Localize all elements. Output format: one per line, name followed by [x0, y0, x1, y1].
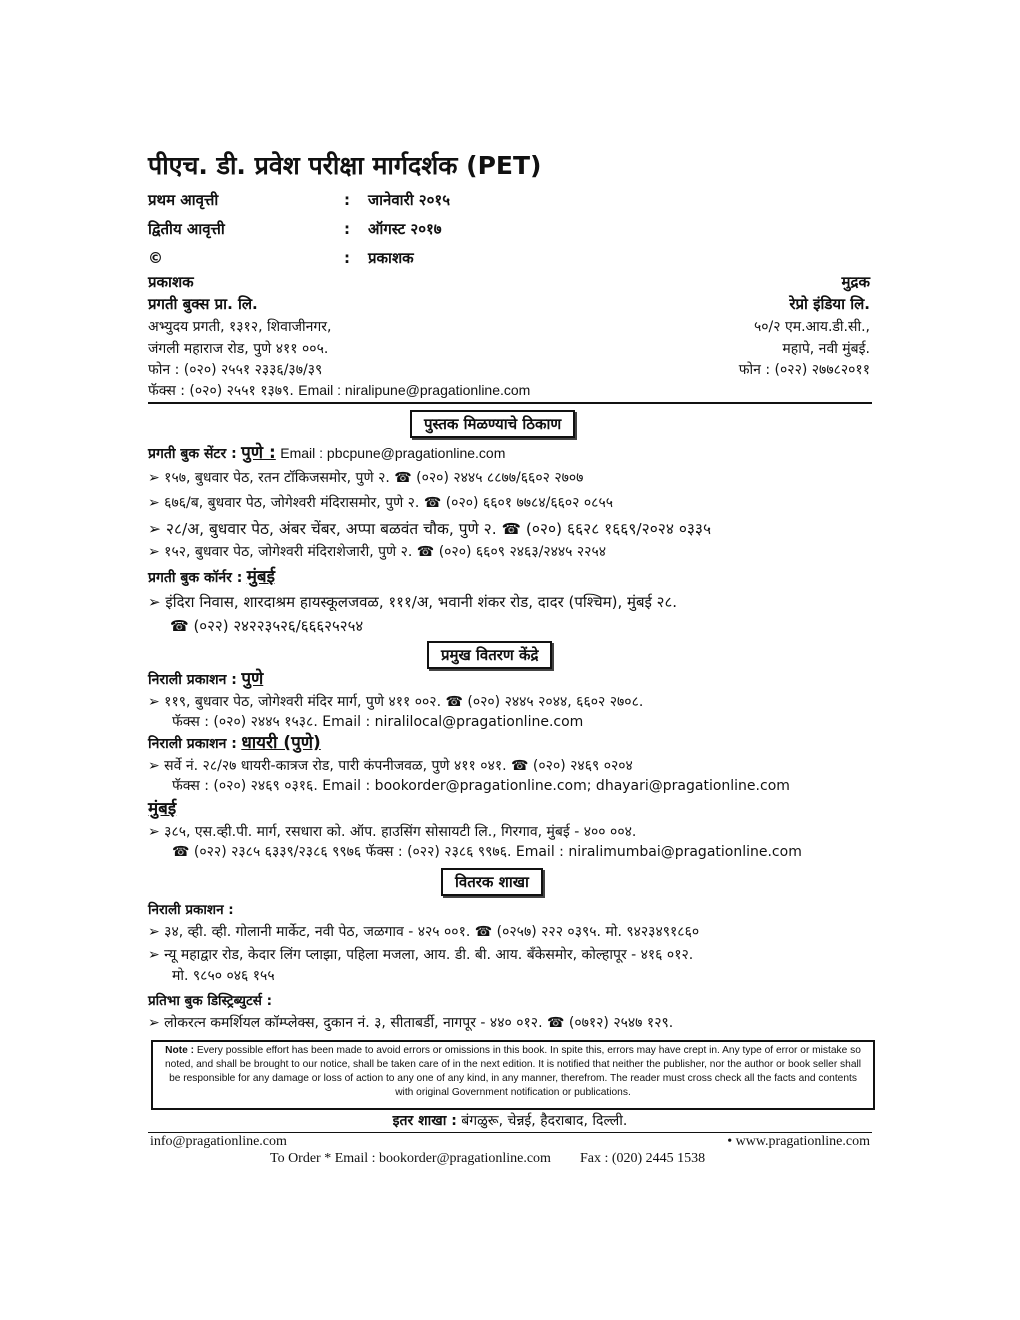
- footer-order-email[interactable]: To Order * Email : bookorder@pragationline.com: [270, 1151, 551, 1166]
- publisher-name: प्रगती बुक्स प्रा. लि.: [148, 295, 258, 313]
- other-branches: [0, 1111, 1020, 1130]
- publisher-heading: प्रकाशक: [148, 273, 194, 291]
- edition-colon: :: [344, 249, 350, 267]
- printer-name: रेप्रो इंडिया लि.: [789, 295, 870, 313]
- mumbai-address: ➢ ३८५, एस.व्ही.पी. मार्ग, रसधारा को. ऑप. हाउसिंग सोसायटी लि., गिरगाव, मुंबई - ४०० ००४.: [148, 824, 637, 840]
- nirali-branch-jalgaon: ➢ ३४, व्ही. व्ही. गोलानी मार्केट, नवी पेठ, जळगाव - ४२५ ००१. ☎ (०२५७) २२२ ०३९५. मो. ९४२३४९१८६०: [148, 924, 700, 940]
- edition-row-second: [148, 219, 442, 239]
- pune-center-address-4: ➢ १५२, बुधवार पेठ, जोगेश्वरी मंदिराशेजारी, पुणे २. ☎ (०२०) ६६०९ २४६३/२४४५ २२५४: [148, 544, 607, 560]
- edition-value: जानेवारी २०१५: [368, 191, 451, 209]
- copyright-symbol: ©: [148, 249, 163, 267]
- pune-center-heading: [148, 440, 505, 463]
- nirali-pune-heading: [148, 666, 263, 689]
- mumbai-corner-label: प्रगती बुक कॉर्नर :: [148, 570, 243, 586]
- nirali-branch-kolhapur: ➢ न्यू महाद्वार रोड, केदार लिंग प्लाझा, पहिला मजला, आय. डी. बी. आय. बँकेसमोर, कोल्हापूर - ४१६ ०१२.: [148, 947, 694, 963]
- edition-label: प्रथम आवृत्ती: [148, 191, 219, 209]
- footer-email[interactable]: info@pragationline.com: [150, 1134, 287, 1149]
- disclaimer-note: [151, 1040, 875, 1110]
- copyright-holder: प्रकाशक: [368, 249, 414, 267]
- nirali-dhayari-heading: [148, 730, 321, 753]
- footer-fax: Fax : (020) 2445 1538: [579, 1151, 706, 1166]
- publisher-email[interactable]: Email : niralipune@pragationline.com: [298, 382, 531, 398]
- nirali-pune-fax-email: फॅक्स : (०२०) २४४५ १५३८. Email : niralilocal@pragationline.com: [172, 714, 584, 730]
- pratibha-nagpur: ➢ लोकरत्न कमर्शियल कॉम्प्लेक्स, दुकान नं. ३, सीताबर्डी, नागपूर - ४४० ०१२. ☎ (०७१२) २५४७ १२९.: [148, 1015, 674, 1031]
- mumbai-heading: [148, 796, 176, 819]
- nirali-branch-label: निराली प्रकाशन :: [148, 902, 234, 918]
- footer-website[interactable]: • www.pragationline.com: [727, 1134, 870, 1149]
- pune-center-city: पुणे :: [241, 443, 276, 463]
- mumbai-corner-phone: ☎ (०२२) २४२२३५२६/६६६२५२५४: [170, 617, 364, 635]
- divider-line: [148, 402, 872, 404]
- note-text: Every possible effort has been made to avoid errors or omissions in this book. In spite this, errors may have crept in. Any type of error or mistake so noted, and shall be brought to our notice, shall be taken care of in the next edition. It is notified that neither the publisher, nor the author or book seller shall be responsible for any damage or loss of action to any one of any kind, in any manner, therefrom. The reader must cross check all the facts and contents with original Government notification or publications.: [164, 1045, 862, 1098]
- pratibha-label: प्रतिभा बुक डिस्ट्रिब्युटर्स :: [148, 993, 272, 1009]
- nirali-pune-address: ➢ ११९, बुधवार पेठ, जोगेश्वरी मंदिर मार्ग, पुणे ४११ ००२. ☎ (०२०) २४४५ २०४४, ६६०२ २७०८.: [148, 694, 644, 710]
- copyright-row: [148, 248, 414, 268]
- nirali-dhayari-fax-email: फॅक्स : (०२०) २४६९ ०३१६. Email : bookorder@pragationline.com; dhayari@pragationline.com: [172, 778, 790, 794]
- nirali-dhayari-label: निराली प्रकाशन :: [148, 736, 237, 752]
- publisher-fax: फॅक्स : (०२०) २५५१ १३७९.: [148, 383, 294, 399]
- other-branches-cities: बंगळुरू, चेन्नई, हैदराबाद, दिल्ली.: [461, 1113, 628, 1129]
- mumbai-corner-city: मुंबई: [246, 567, 275, 587]
- nirali-dhayari-address: ➢ सर्वे नं. २८/२७ धायरी-कात्रज रोड, पारी कंपनीजवळ, पुणे ४११ ०४१. ☎ (०२०) २४६९ ०२०४: [148, 758, 633, 774]
- nirali-pune-city: पुणे: [241, 669, 264, 689]
- printer-address-line1: ५०/२ एम.आय.डी.सी.,: [753, 319, 870, 335]
- edition-row-first: [148, 190, 450, 210]
- edition-colon: :: [344, 191, 350, 209]
- footer-divider: [148, 1132, 872, 1133]
- section-heading-distribution: प्रमुख वितरण केंद्रे: [427, 641, 552, 669]
- mumbai-corner-address: ➢ इंदिरा निवास, शारदाश्रम हायस्कूलजवळ, १११/अ, भवानी शंकर रोड, दादर (पश्चिम), मुंबई २८.: [148, 593, 678, 611]
- printer-address-line2: महापे, नवी मुंबई.: [782, 341, 870, 357]
- mumbai-phone-email: ☎ (०२२) २३८५ ६३३९/२३८६ ९९७६ फॅक्स : (०२२) २३८६ ९९७६. Email : niralimumbai@pragationline.com: [172, 844, 802, 860]
- pune-center-address-2: ➢ ६७६/ब, बुधवार पेठ, जोगेश्वरी मंदिरासमोर, पुणे २. ☎ (०२०) ६६०१ ७७८४/६६०२ ०८५५: [148, 495, 614, 511]
- book-title: पीएच. डी. प्रवेश परीक्षा मार्गदर्शक (PET): [148, 151, 542, 180]
- mumbai-city: मुंबई: [148, 799, 177, 819]
- note-label: Note :: [165, 1045, 195, 1056]
- footer-order-line: [270, 1151, 705, 1167]
- nirali-pune-label: निराली प्रकाशन :: [148, 672, 237, 688]
- publisher-address-line2: जंगली महाराज रोड, पुणे ४११ ००५.: [148, 341, 329, 357]
- edition-value: ऑगस्ट २०१७: [368, 220, 442, 238]
- section-heading-branch: वितरक शाखा: [441, 868, 543, 896]
- publisher-address-line1: अभ्युदय प्रगती, १३१२, शिवाजीनगर,: [148, 319, 332, 335]
- publisher-fax-email: [148, 381, 530, 400]
- other-branches-label: इतर शाखा :: [392, 1113, 457, 1129]
- pune-center-address-1: ➢ १५७, बुधवार पेठ, रतन टॉकिजसमोर, पुणे २. ☎ (०२०) २४४५ ८८७७/६६०२ २७०७: [148, 470, 584, 486]
- mumbai-corner-heading: [148, 564, 275, 587]
- nirali-branch-kolhapur-mobile: मो. ९८५० ०४६ १५५: [172, 968, 275, 984]
- printer-phone: फोन : (०२२) २७७८२०११: [738, 362, 870, 378]
- pune-center-address-3: ➢ २८/अ, बुधवार पेठ, अंबर चेंबर, अप्पा बळवंत चौक, पुणे २. ☎ (०२०) ६६२८ १६६९/२०२४ ०३३५: [148, 520, 712, 538]
- pune-center-email[interactable]: Email : pbcpune@pragationline.com: [280, 445, 506, 461]
- printer-heading: मुद्रक: [841, 273, 870, 291]
- nirali-dhayari-city: धायरी (पुणे): [241, 733, 321, 753]
- pune-center-label: प्रगती बुक सेंटर :: [148, 446, 237, 462]
- section-heading-availability: पुस्तक मिळण्याचे ठिकाण: [410, 410, 575, 438]
- edition-colon: :: [344, 220, 350, 238]
- publisher-phone: फोन : (०२०) २५५१ २३३६/३७/३९: [148, 362, 323, 378]
- edition-label: द्वितीय आवृत्ती: [148, 220, 225, 238]
